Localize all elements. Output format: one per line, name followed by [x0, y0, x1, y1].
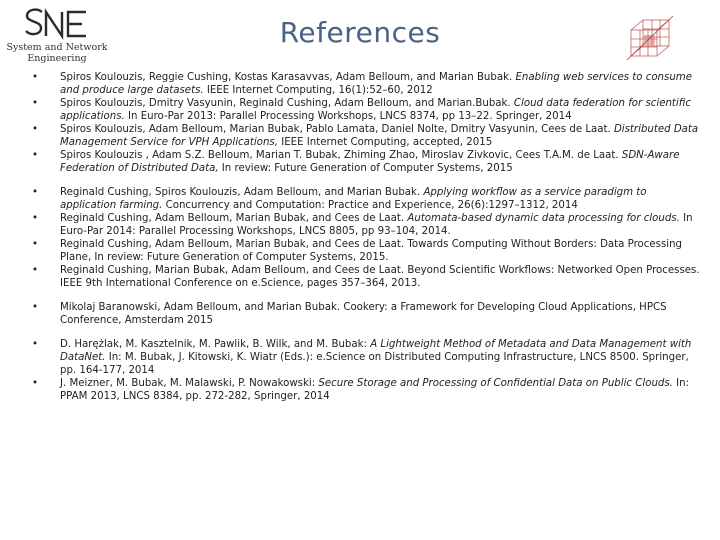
reference-item [30, 149, 700, 175]
reference-pre: Spiros Koulouzis, Reggie Cushing, Kostas Karasavvas, Adam Belloum, and Marian Bubak. [60, 72, 516, 83]
reference-em: A Lightweight Method of Metadata and Data Management with DataNet. [60, 339, 692, 363]
reference-em: Cloud data federation for scientific applications. [60, 98, 691, 122]
reference-pre: Reginald Cushing, Adam Belloum, Marian Bubak, and Cees de Laat. [60, 213, 408, 224]
reference-item [30, 338, 700, 377]
reference-post: IEEE Internet Computing, accepted, 2015 [277, 137, 493, 148]
bullet-icon: • [31, 150, 38, 161]
reference-post: IEEE Internet Computing, 16(1):52–60, 2012 [203, 85, 433, 96]
bullet-icon: • [31, 72, 38, 83]
reference-em: Distributed Data Management Service for VPH Applications, [60, 124, 699, 148]
bullet-icon: • [31, 302, 38, 313]
reference-pre: Spiros Koulouzis , Adam S.Z. Belloum, Marian T. Bubak, Zhiming Zhao, Miroslav Zivkovic, Cees T.A.M. de Laat. [60, 150, 622, 161]
reference-pre: J. Meizner, M. Bubak, M. Malawski, P. Nowakowski: [60, 378, 319, 389]
bullet-icon: • [31, 213, 38, 224]
reference-item [30, 264, 700, 290]
page-title: References [279, 16, 441, 49]
reference-em: Applying workflow as a service paradigm to application farming. [60, 187, 647, 211]
reference-em: SDN-Aware Federation of Distributed Data, [60, 150, 680, 174]
reference-pre: Spiros Koulouzis, Adam Belloum, Marian Bubak, Pablo Lamata, Daniel Nolte, Dmitry Vasyunin, Cees de Laat. [60, 124, 614, 135]
reference-item [30, 97, 700, 123]
reference-pre: Spiros Koulouzis, Dmitry Vasyunin, Reginald Cushing, Adam Belloum, and Marian.Bubak. [60, 98, 514, 109]
bullet-icon: • [31, 339, 38, 350]
references-list [30, 71, 700, 414]
logo-line-1: System and Network [6, 42, 108, 53]
reference-pre: Reginald Cushing, Adam Belloum, Marian Bubak, and Cees de Laat. Towards Computing Without Borders: Data Processing Plane, In review: Future Generation of Computer Systems, 2015. [60, 239, 683, 263]
reference-post: In Euro-Par 2013: Parallel Processing Workshops, LNCS 8374, pp 13–22. Springer, 2014 [124, 111, 572, 122]
reference-group [30, 71, 700, 175]
bullet-icon: • [31, 265, 38, 276]
reference-group [30, 301, 700, 327]
reference-post: In: M. Bubak, J. Kitowski, K. Wiatr (Eds.): e.Science on Distributed Computing Infrastructure, LNCS 8500. Springer, pp. 164-177, 2014 [60, 352, 689, 376]
bullet-icon: • [31, 98, 38, 109]
reference-pre: D. Harężlak, M. Kasztelnik, M. Pawlik, B. Wilk, and M. Bubak: [60, 339, 371, 350]
reference-pre: Reginald Cushing, Spiros Koulouzis, Adam Belloum, and Marian Bubak. [60, 187, 424, 198]
reference-item [30, 186, 700, 212]
reference-post: In: PPAM 2013, LNCS 8384, pp. 272-282, Springer, 2014 [60, 378, 690, 402]
bullet-icon: • [31, 124, 38, 135]
reference-pre: Reginald Cushing, Marian Bubak, Adam Belloum, and Cees de Laat. Beyond Scientific Workflows: Networked Open Processes. IEEE 9th International Conference on e.Science, pages 357–364, 2013. [60, 265, 700, 289]
bullet-icon: • [31, 378, 38, 389]
reference-post: In Euro-Par 2014: Parallel Processing Workshops, LNCS 8805, pp 93–104, 2014. [60, 213, 693, 237]
cube-grid-icon [625, 14, 675, 66]
reference-pre: Mikolaj Baranowski, Adam Belloum, and Marian Bubak. Cookery: a Framework for Developing Cloud Applications, HPCS Conference, Amsterdam 2015 [60, 302, 667, 326]
reference-item [30, 301, 700, 327]
logo-line-2: Engineering [27, 53, 87, 64]
reference-post: Concurrency and Computation: Practice and Experience, 26(6):1297–1312, 2014 [162, 200, 578, 211]
reference-item [30, 377, 700, 403]
reference-em: Automata-based dynamic data processing for clouds. [407, 213, 680, 224]
reference-group [30, 338, 700, 403]
reference-item [30, 238, 700, 264]
reference-em: Enabling web services to consume and produce large datasets. [60, 72, 692, 96]
reference-em: Secure Storage and Processing of Confidential Data on Public Clouds. [318, 378, 673, 389]
reference-item [30, 212, 700, 238]
reference-item [30, 71, 700, 97]
bullet-icon: • [31, 187, 38, 198]
bullet-icon: • [31, 239, 38, 250]
reference-group [30, 186, 700, 290]
reference-item [30, 123, 700, 149]
reference-post: In review: Future Generation of Computer Systems, 2015 [218, 163, 513, 174]
